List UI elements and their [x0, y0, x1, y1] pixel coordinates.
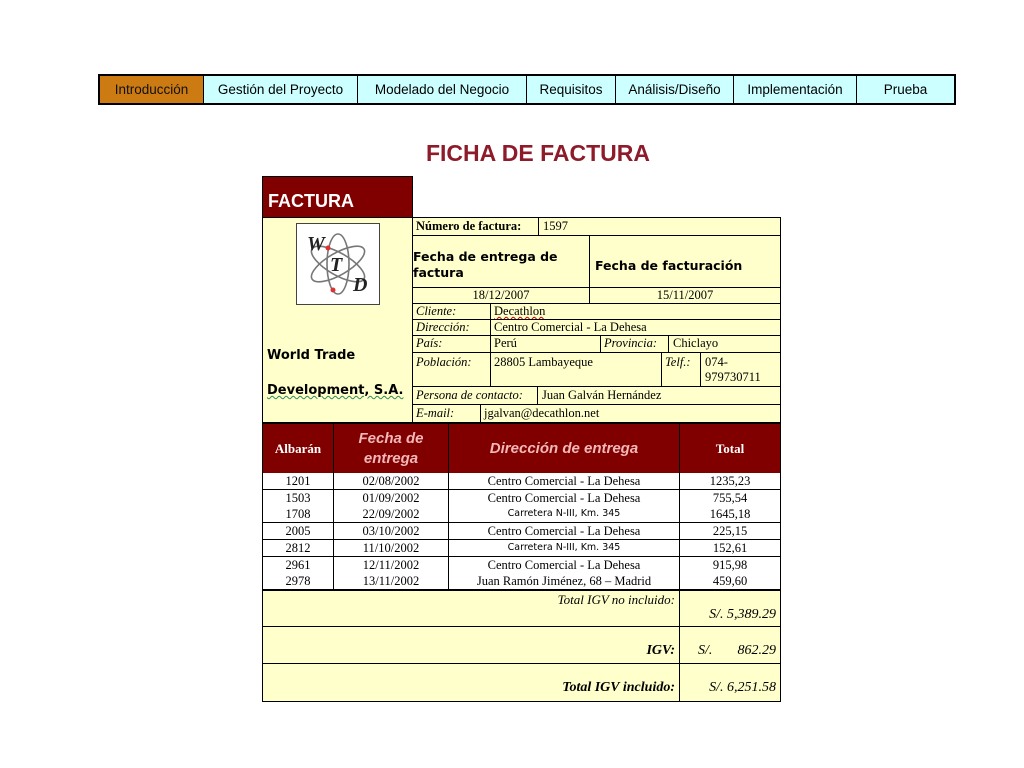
cell-albaran: 2961 — [262, 557, 334, 574]
cell-albaran: 1708 — [262, 506, 334, 523]
direccion-label-cell — [412, 319, 491, 336]
cell-fecha: 03/10/2002 — [333, 523, 449, 540]
table-row — [262, 506, 782, 523]
cell-direccion: Centro Comercial - La Dehesa — [448, 557, 680, 574]
table-row — [262, 523, 782, 540]
numero-label-cell — [412, 217, 539, 236]
cell-total: 915,98 — [679, 557, 781, 574]
poblacion-label: Población: — [416, 355, 472, 369]
tab-requisitos[interactable]: Requisitos — [527, 76, 616, 103]
atom-icon — [297, 224, 379, 304]
cell-fecha: 12/11/2002 — [333, 557, 449, 574]
numero-label: Número de factura: — [416, 219, 522, 233]
tab-introduccion[interactable]: Introducción — [100, 76, 204, 103]
total-con-igv-value: S/. 6,251.58 — [709, 680, 776, 695]
fecha-facturacion-value: 15/11/2007 — [589, 287, 781, 304]
tab-gestion-proyecto[interactable]: Gestión del Proyecto — [204, 76, 358, 103]
telf-value-line1: 074- — [705, 355, 728, 369]
pais-value: Perú — [494, 336, 517, 350]
cell-total: 1645,18 — [679, 506, 781, 523]
provincia-value: Chiclayo — [673, 336, 719, 350]
cliente-value: Decathlon — [494, 304, 546, 318]
company-name-line1: World Trade — [267, 348, 356, 363]
cliente-value-cell — [490, 303, 781, 320]
total-con-igv-value-cell — [679, 663, 781, 702]
cell-direccion: Centro Comercial - La Dehesa — [448, 490, 680, 507]
contacto-value-cell — [537, 386, 781, 405]
cell-fecha: 02/08/2002 — [333, 473, 449, 490]
svg-text:D: D — [353, 274, 368, 296]
contacto-value: Juan Galván Hernández — [542, 388, 662, 402]
direccion-value-cell — [490, 319, 781, 336]
total-sin-igv-label: Total IGV no incluido: — [557, 592, 675, 607]
table-row — [262, 573, 782, 590]
invoice-header — [262, 176, 413, 218]
cell-total: 1235,23 — [679, 473, 781, 490]
poblacion-label-cell — [412, 352, 491, 387]
cell-direccion: Juan Ramón Jiménez, 68 – Madrid — [448, 573, 680, 590]
table-row — [262, 490, 782, 507]
col-fecha-header-line2: entrega — [363, 449, 419, 467]
cell-total: 225,15 — [679, 523, 781, 540]
direccion-value: Centro Comercial - La Dehesa — [494, 320, 647, 334]
fecha-facturacion-label-cell — [589, 235, 781, 288]
telf-value-line2: 979730711 — [705, 370, 761, 384]
provincia-value-cell — [668, 335, 781, 353]
table-row — [262, 540, 782, 557]
company-name-line2: Development, S.A. — [267, 383, 404, 398]
email-value-cell — [480, 404, 781, 423]
cell-fecha: 13/11/2002 — [333, 573, 449, 590]
email-label: E-mail: — [416, 406, 455, 420]
igv-label-cell — [262, 626, 680, 664]
contacto-label-cell — [412, 386, 538, 405]
numero-value: 1597 — [543, 219, 568, 233]
telf-value-cell — [700, 352, 781, 387]
cell-albaran: 1503 — [262, 490, 334, 507]
col-fecha-header-line1: Fecha de — [358, 429, 424, 447]
total-sin-igv-value: S/. 5,389.29 — [709, 607, 776, 622]
pais-label: País: — [416, 336, 443, 350]
cell-direccion: Carretera N-III, Km. 345 — [448, 506, 680, 523]
direccion-label: Dirección: — [416, 320, 470, 334]
invoice-header-label: FACTURA — [268, 191, 354, 211]
fecha-facturacion-label: Fecha de facturación — [595, 258, 743, 273]
telf-label-cell — [661, 352, 701, 387]
igv-currency: S/. — [698, 643, 713, 658]
cell-fecha: 22/09/2002 — [333, 506, 449, 523]
page-title: FICHA DE FACTURA — [425, 140, 651, 166]
invoice-form — [262, 176, 782, 702]
col-albaran-header: Albarán — [262, 423, 334, 474]
igv-value-cell — [679, 626, 781, 664]
tab-implementacion[interactable]: Implementación — [734, 76, 857, 103]
col-direccion-header: Dirección de entrega — [448, 423, 680, 474]
fecha-entrega-value: 18/12/2007 — [412, 287, 590, 304]
total-sin-igv-value-cell — [679, 590, 781, 627]
cliente-label-cell — [412, 303, 491, 320]
cell-direccion: Carretera N-III, Km. 345 — [448, 540, 680, 557]
nav-bar — [98, 74, 956, 105]
company-block — [262, 217, 413, 423]
total-con-igv-label-cell — [262, 663, 680, 702]
svg-text:T: T — [330, 254, 343, 276]
provincia-label-cell — [600, 335, 669, 353]
cell-fecha: 11/10/2002 — [333, 540, 449, 557]
cell-total: 755,54 — [679, 490, 781, 507]
poblacion-value: 28805 Lambayeque — [494, 355, 593, 369]
numero-value-cell — [538, 217, 781, 236]
tab-modelado-negocio[interactable]: Modelado del Negocio — [358, 76, 527, 103]
provincia-label: Provincia: — [604, 336, 657, 350]
igv-value: 862.29 — [737, 643, 776, 658]
cell-direccion: Centro Comercial - La Dehesa — [448, 523, 680, 540]
pais-value-cell — [490, 335, 601, 353]
cell-total: 459,60 — [679, 573, 781, 590]
cell-total: 152,61 — [679, 540, 781, 557]
total-sin-igv-label-cell — [262, 590, 680, 627]
col-total-header: Total — [679, 423, 781, 474]
email-label-cell — [412, 404, 481, 423]
cell-fecha: 01/09/2002 — [333, 490, 449, 507]
telf-label: Telf.: — [665, 355, 691, 369]
fecha-entrega-label: Fecha de entrega de factura — [413, 249, 558, 280]
cell-direccion: Centro Comercial - La Dehesa — [448, 473, 680, 490]
igv-label: IGV: — [646, 643, 675, 658]
poblacion-value-cell — [490, 352, 662, 387]
total-con-igv-label: Total IGV incluido: — [562, 680, 675, 695]
cell-albaran: 2978 — [262, 573, 334, 590]
col-fecha-header — [333, 423, 449, 474]
fecha-entrega-label-cell — [412, 235, 590, 288]
svg-text:W: W — [307, 233, 325, 255]
cell-albaran: 2812 — [262, 540, 334, 557]
table-row — [262, 557, 782, 574]
company-logo — [296, 223, 380, 305]
pais-label-cell — [412, 335, 491, 353]
cell-albaran: 1201 — [262, 473, 334, 490]
email-value: jgalvan@decathlon.net — [484, 406, 600, 420]
cliente-label: Cliente: — [416, 304, 457, 318]
tab-analisis-diseno[interactable]: Análisis/Diseño — [616, 76, 734, 103]
tab-prueba[interactable]: Prueba — [857, 76, 954, 103]
contacto-label: Persona de contacto: — [416, 388, 523, 402]
cell-albaran: 2005 — [262, 523, 334, 540]
table-row — [262, 473, 782, 490]
